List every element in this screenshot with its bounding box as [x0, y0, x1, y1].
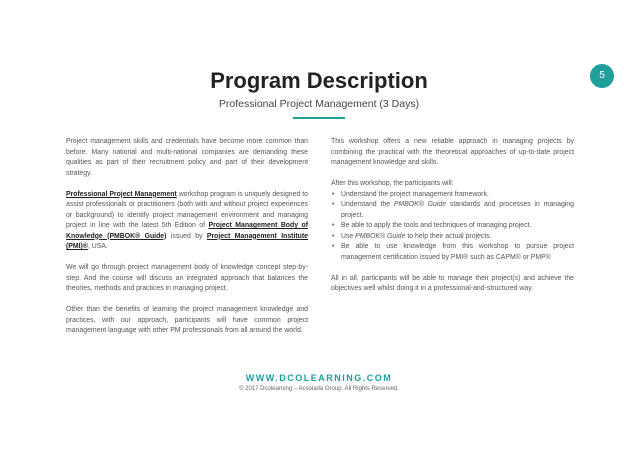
list-item-text-rest: standards and processes in managing project. [341, 201, 574, 219]
right-paragraph-3: All in all, participants will be able to manage their project(s) and achieve the objectives well whilst doing it in a professional-and-structured way. [331, 274, 574, 292]
footer-website-link[interactable]: WWW.DCOLEARNING.COM [245, 373, 393, 383]
pmbok-guide-italic: PMBOK® Guide [355, 232, 406, 240]
left-paragraph-1: Project management skills and credentials have become more common than before. Many national and multi-national companies are demanding these qualities as part of their recruitment policy and part of their development strategy. [66, 138, 308, 177]
pmi-name: Project Management Institute (PMI)® [66, 232, 308, 250]
list-item-text: Use [341, 232, 356, 240]
list-item-text: Understand the [341, 201, 394, 208]
bullet-glyph: • [332, 190, 335, 198]
right-paragraph-2: After this workshop, the participants will: [331, 180, 454, 187]
list-item [331, 190, 574, 201]
list-item [331, 242, 574, 263]
list-item [331, 200, 574, 221]
program-name: Professional Project Management [66, 190, 177, 198]
left-paragraph-2-text3: , USA. [87, 243, 108, 250]
left-paragraph-2 [66, 190, 308, 253]
list-item [331, 232, 574, 243]
bullet-glyph: • [332, 222, 335, 229]
page-subtitle: Professional Project Management (3 Days) [218, 98, 420, 110]
left-paragraph-3: We will go through project management body of knowledge concept step-by-step. And the course will discuss an integrated approach that balances the theories, methods and practices in managing project. [66, 264, 308, 292]
pmbok-name: Project Management Body of Knowledge (PMBOK® Guide) [66, 222, 309, 240]
outcomes-list [331, 190, 574, 264]
right-paragraph-1: This workshop offers a new reliable approach in managing projects by combining the practical with the theoretical approaches of up-to-date project management knowledge and skills. [331, 138, 574, 166]
right-column [331, 137, 574, 305]
list-item-text: Understand the project management framework. [341, 190, 489, 198]
footer-copyright: © 2017 Dcolearning – Acsolada Group. All Rights Reserved. [239, 386, 399, 392]
left-paragraph-4: Other than the benefits of learning the project management knowledge and practices, with our approach, participants will have common project management language with other PM professionals from all around the world. [66, 306, 308, 334]
bullet-glyph: • [332, 243, 335, 250]
left-paragraph-2-text: workshop program is uniquely designed to assist professionals or practitioners (both with and without project experiences or background) to identify project management environment and managing project in line with the latest 5th Edition of [66, 190, 308, 229]
list-item-text-rest: to help their actual projects. [405, 232, 492, 240]
left-column [66, 137, 308, 347]
list-item-text: Be able to apply the tools and techniques of managing project. [341, 222, 532, 229]
list-item-text: Be able to use knowledge from this workshop to pursue project management certification issued by PMI® such as CAPM® or PMP® [341, 243, 574, 261]
list-item [331, 221, 574, 232]
pmbok-guide-italic: PMBOK® Guide [393, 201, 447, 208]
bullet-glyph: • [332, 232, 335, 240]
page-title: Program Description [210, 68, 428, 93]
page-number-badge: 5 [590, 64, 614, 88]
left-paragraph-2-text2: issued by [166, 232, 207, 240]
bullet-glyph: • [332, 201, 335, 208]
title-underline [293, 117, 345, 119]
